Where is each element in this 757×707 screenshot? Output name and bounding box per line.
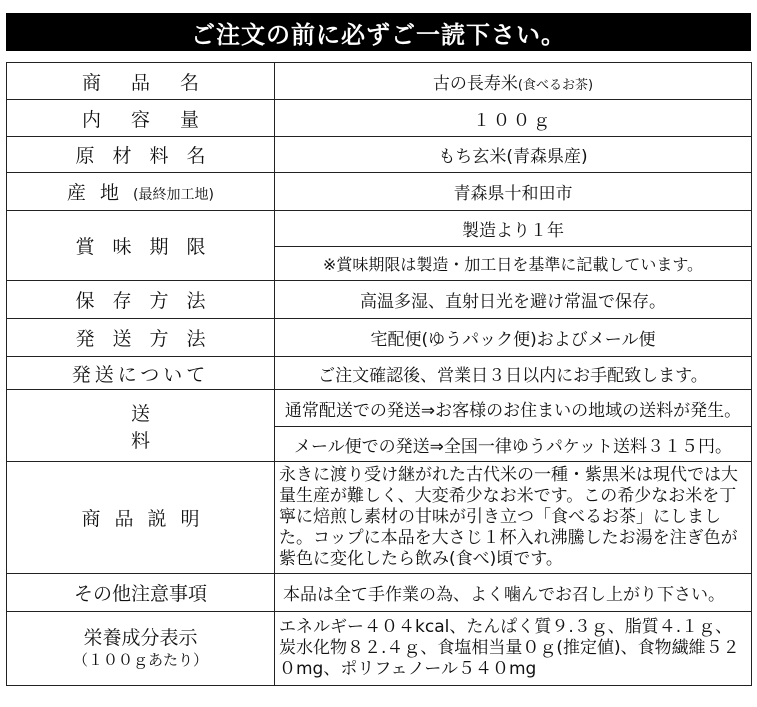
value-product-name xyxy=(275,63,752,100)
row-shipping-method xyxy=(7,319,752,357)
row-postage xyxy=(7,390,752,427)
value-nutrition: エネルギー４０４kcal、たんぱく質９.３ｇ、脂質４.１ｇ、炭水化物８２.４ｇ、食塩相当量０ｇ(推定値)、食物繊維５２０mg、ポリフェノール５４０mg xyxy=(275,612,752,686)
row-storage xyxy=(7,281,752,319)
product-name-text: 古の長寿米 xyxy=(432,73,518,94)
label-material: 原材料名 xyxy=(7,137,275,173)
notice-banner: ご注文の前に必ずご一読下さい。 xyxy=(6,13,751,51)
label-content: 内容量 xyxy=(7,100,275,137)
value-shipping-method: 宅配便(ゆうパック便)およびメール便 xyxy=(275,319,752,357)
label-product-name: 商品名 xyxy=(7,63,275,100)
row-origin xyxy=(7,173,752,211)
label-origin xyxy=(7,173,275,211)
value-expiry: 製造より１年 xyxy=(275,211,752,247)
row-expiry xyxy=(7,211,752,247)
value-postage-mail: メール便での発送⇒全国一律ゆうパケット送料３１５円。 xyxy=(275,427,752,462)
value-expiry-note: ※賞味期限は製造・加工日を基準に記載しています。 xyxy=(275,247,752,281)
label-shipping-about: 発送について xyxy=(7,357,275,390)
nutrition-label-sub: （１００ｇあたり） xyxy=(72,650,208,669)
label-storage: 保存方法 xyxy=(7,281,275,319)
row-material xyxy=(7,137,752,173)
value-content: １００ｇ xyxy=(275,100,752,137)
row-product-name xyxy=(7,63,752,100)
row-shipping-about xyxy=(7,357,752,390)
label-nutrition xyxy=(7,612,275,686)
row-notes xyxy=(7,574,752,612)
label-expiry: 賞味期限 xyxy=(7,211,275,281)
value-notes: 本品は全て手作業の為、よく噛んでお召し上がり下さい。 xyxy=(275,574,752,612)
value-origin: 青森県十和田市 xyxy=(275,173,752,211)
label-description: 商品説明 xyxy=(7,462,275,574)
label-postage: 送料 xyxy=(7,390,275,462)
row-description xyxy=(7,462,752,574)
value-postage-normal: 通常配送での発送⇒お客様のお住まいの地域の送料が発生。 xyxy=(275,390,752,427)
label-shipping-method: 発送方法 xyxy=(7,319,275,357)
value-storage: 高温多湿、直射日光を避け常温で保存。 xyxy=(275,281,752,319)
value-description: 永きに渡り受け継がれた古代米の一種・紫黒米は現代では大量生産が難しく、大変希少なお米です。この希少なお米を丁寧に焙煎し素材の甘味が引き立つ「食べるお茶」にしました。コップに本品を大さじ１杯入れ沸騰したお湯を注ぎ色が紫色に変化したら飲み(食べ)頃です。 xyxy=(275,462,752,574)
row-content xyxy=(7,100,752,137)
nutrition-label-text: 栄養成分表示 xyxy=(83,626,198,649)
product-name-sub: (食べるお茶) xyxy=(517,77,594,93)
label-notes: その他注意事項 xyxy=(7,574,275,612)
value-material: もち玄米(青森県産) xyxy=(275,137,752,173)
row-nutrition xyxy=(7,612,752,686)
product-spec-table xyxy=(6,62,752,686)
value-shipping-about: ご注文確認後、営業日３日以内にお手配致します。 xyxy=(275,357,752,390)
origin-label-text: 産地 xyxy=(67,182,134,204)
origin-label-sub: (最終加工地) xyxy=(133,187,214,203)
